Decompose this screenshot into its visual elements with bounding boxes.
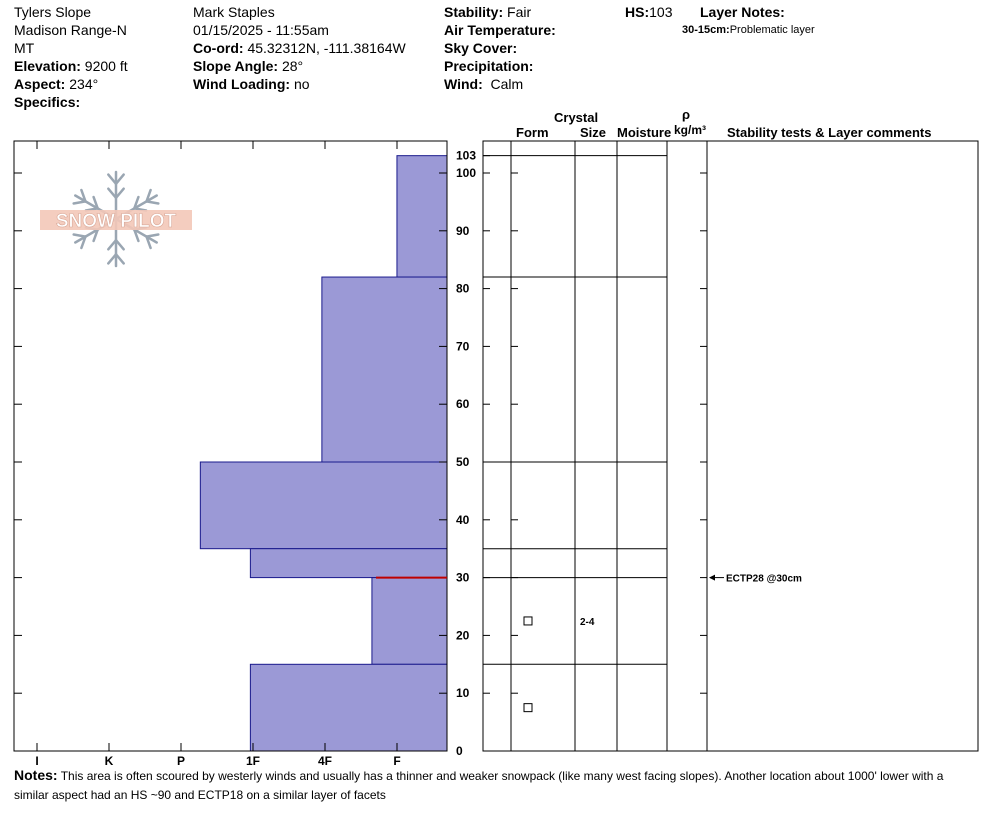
moisture-header: Moisture	[617, 125, 672, 140]
y-tick-label: 10	[456, 686, 470, 701]
aspect-label: Aspect:	[14, 76, 66, 92]
layer-note-range: 30-15cm:	[682, 24, 730, 36]
location-name: Tylers Slope	[14, 4, 92, 20]
hardness-bar	[250, 664, 447, 751]
notes-text: This area is often scoured by westerly winds and usually has a thinner and weaker snowpack (like many west facing slopes). Another location about 1000' lower with a similar aspect had an HS ~90 and ECTP18 on a similar layer of facets	[14, 769, 944, 802]
size-header: Size	[580, 125, 607, 140]
snowpilot-logo	[40, 172, 192, 266]
rho-header: ρ	[682, 107, 691, 122]
elevation-label: Elevation:	[14, 58, 81, 74]
form-header: Form	[516, 125, 549, 140]
y-tick-label: 40	[456, 512, 470, 527]
layer-note-text: Problematic layer	[729, 24, 815, 36]
hardness-bar	[200, 462, 447, 549]
y-tick-label: 80	[456, 281, 470, 296]
wind-loading-value: no	[293, 76, 310, 92]
range-name: Madison Range-N	[14, 22, 127, 38]
y-tick-label: 90	[456, 223, 470, 238]
wind-loading-label: Wind Loading:	[193, 76, 291, 92]
flake-branch	[147, 235, 159, 237]
specifics-label: Specifics:	[14, 94, 81, 110]
elevation-value: 9200 ft	[84, 58, 128, 74]
y-tick-label: 50	[456, 455, 470, 469]
notes-label: Notes:	[14, 767, 58, 783]
flake-branch	[74, 201, 86, 203]
precipitation-label: Precipitation:	[444, 58, 534, 74]
notes	[14, 766, 974, 805]
hardness-bar	[322, 277, 447, 462]
crystal-form-symbol	[524, 704, 532, 712]
hs-value: 103	[649, 4, 673, 20]
hardness-label: K	[104, 754, 114, 768]
hardness-bar	[250, 549, 447, 578]
layer-table-frame	[483, 141, 978, 751]
hardness-bar	[372, 578, 447, 665]
slope-label: Slope Angle:	[193, 58, 279, 74]
hardness-label: 1F	[245, 754, 261, 768]
crystal-size: 2-4	[580, 616, 595, 628]
stability-test-arrowhead	[709, 575, 715, 581]
state-name: MT	[14, 40, 35, 56]
stability-value: Fair	[507, 4, 532, 20]
hardness-bar	[397, 156, 447, 277]
hardness-label: P	[176, 754, 186, 768]
coord-value: 45.32312N, -111.38164W	[247, 40, 406, 56]
flake-branch	[147, 201, 159, 203]
y-tick-label: 0	[456, 744, 463, 758]
wind-label: Wind:	[444, 76, 483, 92]
hs-label: HS:	[625, 4, 650, 20]
snowpilot-logo-text: SNOW PILOT	[55, 211, 177, 232]
crystal-form-symbol	[524, 617, 532, 625]
flake-branch	[74, 235, 86, 237]
comments-header: Stability tests & Layer comments	[727, 125, 932, 140]
sky-cover-label: Sky Cover:	[444, 40, 518, 56]
hs-tick-label: 103	[456, 148, 477, 163]
observation-datetime: 01/15/2025 - 11:55am	[193, 22, 329, 38]
air-temp-label: Air Temperature:	[444, 22, 556, 38]
crystal-header: Crystal	[554, 110, 599, 125]
hardness-label: 4F	[317, 754, 333, 768]
hardness-label: I	[35, 754, 39, 768]
y-tick-label: 20	[456, 628, 470, 643]
aspect-value: 234°	[69, 76, 99, 92]
y-tick-label: 100	[456, 166, 477, 180]
hardness-label: F	[393, 754, 401, 768]
y-tick-label: 70	[456, 339, 470, 354]
y-tick-label: 30	[456, 570, 470, 585]
observer-name: Mark Staples	[193, 4, 275, 20]
density-header: kg/m³	[674, 123, 707, 137]
stability-test-label: ECTP28 @30cm	[726, 573, 802, 585]
y-tick-label: 60	[456, 397, 470, 412]
layer-notes-label: Layer Notes:	[700, 4, 785, 20]
wind-value: Calm	[490, 76, 524, 92]
stability-label: Stability:	[444, 4, 504, 20]
slope-value: 28°	[281, 58, 304, 74]
coord-label: Co-ord:	[193, 40, 244, 56]
